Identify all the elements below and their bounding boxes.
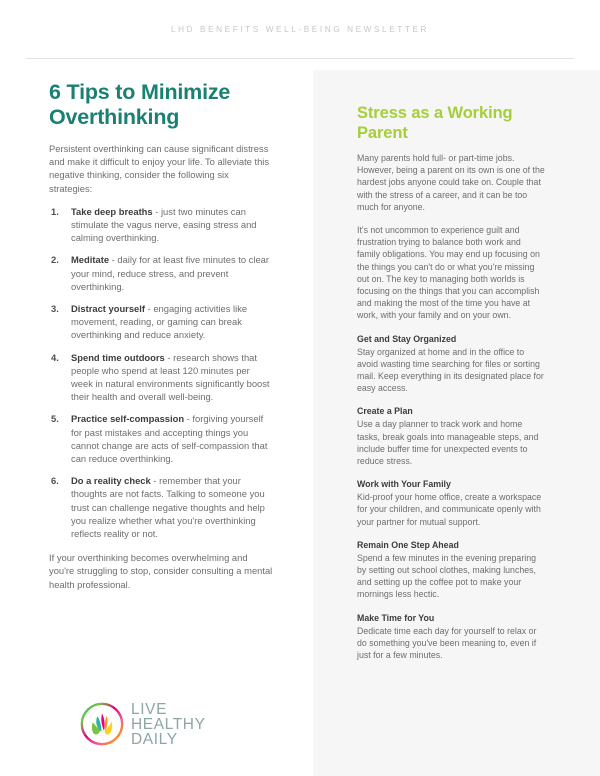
tip-section xyxy=(357,333,545,395)
tip-description: - forgiving yourself for past mistakes and accepting things you cannot change are acts of self-compassion that can reduce overthinking. xyxy=(71,413,268,465)
tip-section-heading: Remain One Step Ahead xyxy=(357,539,459,550)
right-column-paragraph: Many parents hold full- or part-time jobs. However, being a parent on its own is one of the hardest jobs anyone could take on. Couple that with the stress of a career, and it can be too much for anyone. xyxy=(357,153,545,212)
tip-term: Spend time outdoors xyxy=(71,351,165,363)
tip-section-heading: Get and Stay Organized xyxy=(357,333,457,344)
logo-line-3: DAILY xyxy=(131,730,178,748)
right-column-paragraph: It's not uncommon to experience guilt and frustration trying to balance both work and family obligations. You may end up focusing on the things you can't do or what you're missing out on. The key to managing both worlds is focusing on the things that you can accomplish and making the most of the time you have at work, with your family and on your own. xyxy=(357,225,540,321)
tip-section-heading: Make Time for You xyxy=(357,612,435,623)
list-item xyxy=(49,474,273,540)
masthead-title: LHD BENEFITS WELL-BEING NEWSLETTER xyxy=(170,25,430,34)
tip-term: Meditate xyxy=(71,254,110,266)
tips-list xyxy=(49,205,273,540)
tip-description: - daily for at least five minutes to clear your mind, reduce stress, and prevent overthinking. xyxy=(71,254,269,292)
live-healthy-daily-logo-icon xyxy=(78,700,126,748)
left-column-outro: If your overthinking becomes overwhelming and you're struggling to stop, consider consulting a mental health professional. xyxy=(49,552,273,590)
logo-line-1: LIVE xyxy=(131,700,168,718)
tip-section-body: Use a day planner to track work and home tasks, break goals into manageable steps, and include buffer time for unexpected events to reduce stress. xyxy=(357,419,539,467)
tip-section-body: Spend a few minutes in the evening preparing by setting out school clothes, making lunches, and setting up the coffee pot to make your mornings less hectic. xyxy=(357,552,536,600)
list-item xyxy=(49,302,273,342)
tip-section-body: Kid-proof your home office, create a workspace for your children, and communicate openly with your partner for mutual support. xyxy=(357,492,542,527)
tip-section xyxy=(357,612,545,662)
tip-description: - just two minutes can stimulate the vagus nerve, easing stress and calming overthinking. xyxy=(71,205,257,244)
tip-section-heading: Create a Plan xyxy=(357,406,413,417)
list-item xyxy=(49,205,273,245)
left-column xyxy=(49,80,273,591)
tip-section xyxy=(357,478,545,528)
tip-section-body: Stay organized at home and in the office to avoid wasting time searching for files or sorting mail. Keep everything in its designated place for easy access. xyxy=(357,346,544,394)
tip-description: - research shows that people who spend at least 120 minutes per week in natural environments significantly boost their health and overall well-being. xyxy=(71,351,270,403)
list-item xyxy=(49,412,273,465)
list-item xyxy=(49,253,273,293)
tip-section xyxy=(357,405,545,467)
list-item xyxy=(49,351,273,404)
masthead xyxy=(0,25,600,34)
logo-line-2: HEALTHY xyxy=(131,715,206,733)
logo xyxy=(78,700,206,748)
right-column-heading: Stress as a Working Parent xyxy=(357,104,513,142)
logo-wordmark xyxy=(131,702,206,747)
tip-term: Practice self-compassion xyxy=(71,413,185,425)
tip-term: Distract yourself xyxy=(71,303,145,315)
tip-section-body: Dedicate time each day for yourself to relax or do something you've been meaning to, even if just for a few minutes. xyxy=(357,625,537,661)
masthead-divider xyxy=(26,58,574,59)
tip-description: - remember that your thoughts are not facts. Talking to someone you trust can challenge negative thoughts and help you realize whether what you're overthinking reflects reality or not. xyxy=(71,475,265,540)
tip-description: - engaging activities like movement, reading, or gaming can break overthinking and reduce anxiety. xyxy=(71,303,248,341)
left-column-intro: Persistent overthinking can cause significant distress and make it difficult to enjoy your life. To alleviate this negative thinking, consider the following six strategies: xyxy=(49,143,270,194)
tip-term: Do a reality check xyxy=(71,475,151,487)
tip-term: Take deep breaths xyxy=(71,205,153,217)
tip-section-heading: Work with Your Family xyxy=(357,479,451,490)
left-column-heading: 6 Tips to Minimize Overthinking xyxy=(49,80,231,129)
tip-section xyxy=(357,539,545,601)
right-column xyxy=(357,104,545,672)
